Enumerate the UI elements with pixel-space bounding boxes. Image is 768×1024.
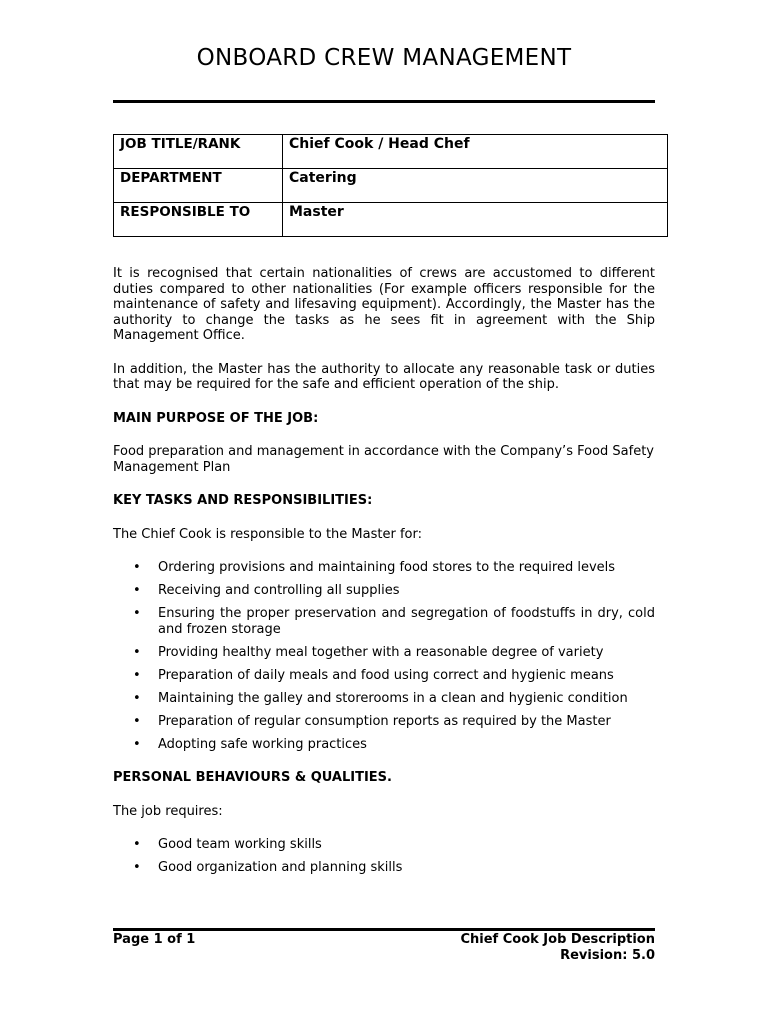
- bullet-icon: •: [133, 560, 141, 575]
- key-tasks-heading: KEY TASKS AND RESPONSIBILITIES:: [113, 493, 373, 508]
- responsible-to-value: Master: [283, 203, 668, 237]
- department-value: Catering: [283, 169, 668, 203]
- list-item: [113, 860, 655, 876]
- bullet-icon: •: [133, 736, 141, 752]
- list-item-text: Receiving and controlling all supplies: [158, 583, 400, 598]
- list-item-text: Adopting safe working practices: [158, 736, 367, 752]
- footer-divider: [113, 928, 655, 931]
- job-title-label: JOB TITLE/RANK: [114, 135, 283, 169]
- bullet-icon: •: [133, 644, 141, 660]
- list-item: [113, 560, 655, 576]
- list-item-text: Ordering provisions and maintaining food stores to the required levels: [158, 560, 616, 575]
- bullet-icon: •: [133, 583, 141, 598]
- list-item-text: Preparation of regular consumption reports as required by the Master: [158, 713, 611, 729]
- bullet-icon: •: [133, 690, 141, 706]
- job-info-table: [113, 134, 668, 237]
- document-body: [113, 266, 655, 894]
- intro-paragraph-2: In addition, the Master has the authority to allocate any reasonable task or duties that may be required for the safe and efficient operation of the ship.: [113, 361, 655, 392]
- list-item-text: Ensuring the proper preservation and segregation of foodstuffs in dry, cold and frozen storage: [158, 606, 655, 637]
- title-divider: [113, 100, 655, 103]
- main-purpose-heading: MAIN PURPOSE OF THE JOB:: [113, 410, 319, 426]
- bullet-icon: •: [133, 606, 141, 621]
- table-row: [114, 135, 668, 169]
- table-row: [114, 203, 668, 237]
- list-item: [113, 691, 655, 707]
- job-title-value: Chief Cook / Head Chef: [283, 135, 668, 169]
- key-tasks-list: [113, 560, 655, 752]
- list-item: [113, 837, 655, 853]
- footer-doc-name: Chief Cook Job Description: [460, 932, 655, 947]
- footer-revision: Revision: 5.0: [560, 948, 655, 963]
- list-item-text: Good team working skills: [158, 837, 322, 852]
- list-item: [113, 668, 655, 684]
- bullet-icon: •: [133, 860, 141, 875]
- list-item: [113, 737, 655, 753]
- list-item: [113, 583, 655, 599]
- footer-doc-info: [460, 932, 655, 964]
- bullet-icon: •: [133, 667, 141, 683]
- bullet-icon: •: [133, 837, 141, 852]
- responsible-to-label: RESPONSIBLE TO: [114, 203, 283, 237]
- list-item: [113, 645, 655, 661]
- behaviours-heading: PERSONAL BEHAVIOURS & QUALITIES.: [113, 770, 392, 785]
- table-row: [114, 169, 668, 203]
- list-item-text: Good organization and planning skills: [158, 860, 403, 875]
- page-number: Page 1 of 1: [113, 932, 196, 947]
- main-purpose-text: Food preparation and management in accordance with the Company’s Food Safety Management Plan: [113, 444, 654, 475]
- page-title: ONBOARD CREW MANAGEMENT: [196, 45, 572, 71]
- department-label: DEPARTMENT: [114, 169, 283, 203]
- intro-paragraph-1: It is recognised that certain nationalities of crews are accustomed to different duties compared to other nationalities (For example officers responsible for the maintenance of safety and lifesaving equipment). Accordingly, the Master has the authority to change the tasks as he sees fit in agreement with the Ship Management Office.: [113, 266, 655, 343]
- bullet-icon: •: [133, 713, 141, 729]
- list-item: [113, 606, 655, 637]
- key-tasks-intro: The Chief Cook is responsible to the Master for:: [113, 526, 422, 542]
- list-item-text: Providing healthy meal together with a reasonable degree of variety: [158, 644, 604, 660]
- list-item-text: Preparation of daily meals and food using correct and hygienic means: [158, 667, 614, 683]
- behaviours-list: [113, 837, 655, 876]
- list-item: [113, 714, 655, 730]
- behaviours-intro: The job requires:: [113, 803, 223, 819]
- list-item-text: Maintaining the galley and storerooms in a clean and hygienic condition: [158, 690, 628, 706]
